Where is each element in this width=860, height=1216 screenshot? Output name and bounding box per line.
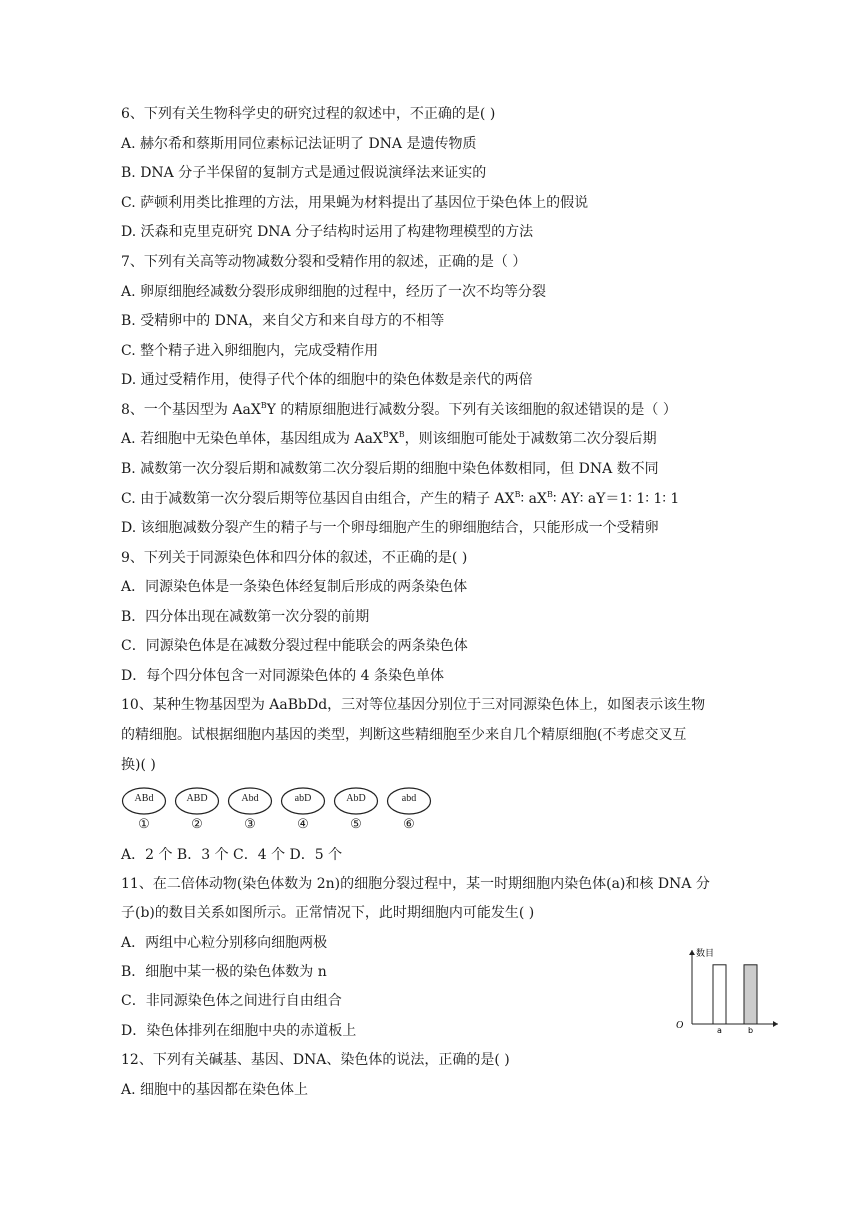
question-8-option-c: C. 由于减数第一次分裂后期等位基因自由组合，产生的精子 $AX^B∶$ $aX^B∶$ AY∶ aY＝1∶ 1∶ 1∶ 1 [121,490,680,507]
x-tick-label: b [747,1026,754,1034]
text-line: A．2 个 B．3 个 C．4 个 D．5 个 [121,847,343,863]
text-line: 11、在二倍体动物(染色体数为 2n)的细胞分裂过程中，某一时期细胞内染色体(a)和核 DNA 分 [121,876,710,892]
text-line: B. 受精卵中的 DNA，来自父方和来自母方的不相等 [121,313,445,329]
text-line: A. 赫尔希和蔡斯用同位素标记法证明了 DNA 是遗传物质 [121,136,477,152]
cell-number: ④ [297,817,309,832]
bar-b [744,965,757,1024]
cell-genotype: abD [294,793,312,804]
text-line: C．同源染色体是在减数分裂过程中能联会的两条染色体 [121,638,468,654]
text-line: C．非同源染色体之间进行自由组合 [121,993,342,1009]
cell-number: ① [138,817,150,832]
cell-genotype: Abd [241,793,259,804]
sperm-cell [121,786,167,832]
question-8-option-a: A. 若细胞中无染色单体，基因组成为 $AaX^BX^B$，则该细胞可能处于减数第二次分裂后期 [121,430,657,447]
text-line: A．同源染色体是一条染色体经复制后形成的两条染色体 [121,579,468,595]
text-line: 7、下列有关高等动物减数分裂和受精作用的叙述，正确的是（ ） [121,254,527,270]
sperm-cell [386,786,432,832]
text-line: A. 卵原细胞经减数分裂形成卵细胞的过程中，经历了一次不均等分裂 [121,284,547,300]
chart-svg [674,942,784,1034]
text-line: D．每个四分体包含一对同源染色体的 4 条染色单体 [121,668,445,684]
cell-genotype: ABD [186,793,208,804]
cell-number: ② [191,817,203,832]
x-tick-label: a [717,1026,722,1034]
text-line: C. 萨顿利用类比推理的方法，用果蝇为材料提出了基因位于染色体上的假说 [121,195,589,211]
text-line: A．两组中心粒分别移向细胞两极 [121,935,328,951]
text-line: 9、下列关于同源染色体和四分体的叙述，不正确的是( ) [121,550,468,566]
x-axis-arrow [773,1021,778,1027]
text-line: B. 减数第一次分裂后期和减数第二次分裂后期的细胞中染色体数相同，但 DNA 数不同 [121,461,659,477]
cell-number: ③ [244,817,256,832]
origin-label: O [676,1020,684,1031]
text-line: B．四分体出现在减数第一次分裂的前期 [121,609,370,625]
question-8-stem: 8、一个基因型为 AaX$^B$Y 的精原细胞进行减数分裂。下列有关该细胞的叙述错误的是（ ） [121,401,677,418]
text-line: 的精细胞。试根据细胞内基因的类型，判断这些精细胞至少来自几个精原细胞(不考虑交叉互 [121,727,687,743]
text-line: D. 该细胞减数分裂产生的精子与一个卵母细胞产生的卵细胞结合，只能形成一个受精卵 [121,520,659,536]
sperm-cell [227,786,273,832]
cell-number: ⑤ [350,817,362,832]
sperm-cells-figure [121,786,451,836]
sperm-cell [174,786,220,832]
text-line: B．细胞中某一极的染色体数为 n [121,964,327,980]
text-line: D．染色体排列在细胞中央的赤道板上 [121,1023,357,1039]
text-line: C. 整个精子进入卵细胞内，完成受精作用 [121,343,379,359]
text-line: D. 通过受精作用，使得子代个体的细胞中的染色体数是亲代的两倍 [121,372,533,388]
y-axis-arrow [689,950,695,955]
bar-a [713,965,726,1024]
text-line: 10、某种生物基因型为 AaBbDd，三对等位基因分别位于三对同源染色体上，如图表示该生物 [121,697,706,713]
sperm-cell [333,786,379,832]
sperm-cell [280,786,326,832]
text-line: 12、下列有关碱基、基因、DNA、染色体的说法，正确的是( ) [121,1052,510,1068]
text-line: A. 细胞中的基因都在染色体上 [121,1082,309,1098]
chromosome-dna-chart [674,942,784,1034]
cell-genotype: ABd [134,793,154,804]
cell-number: ⑥ [403,817,415,832]
text-line: B. DNA 分子半保留的复制方式是通过假说演绎法来证实的 [121,165,487,181]
cell-genotype: AbD [346,793,366,804]
text-line: 换)( ) [121,757,156,773]
text-line: D. 沃森和克里克研究 DNA 分子结构时运用了构建物理模型的方法 [121,224,534,240]
y-axis-label: 数目 [696,949,715,959]
cell-genotype: abd [401,793,417,804]
text-line: 子(b)的数目关系如图所示。正常情况下，此时期细胞内可能发生( ) [121,905,535,921]
text-line: 6、下列有关生物科学史的研究过程的叙述中，不正确的是( ) [121,106,496,122]
